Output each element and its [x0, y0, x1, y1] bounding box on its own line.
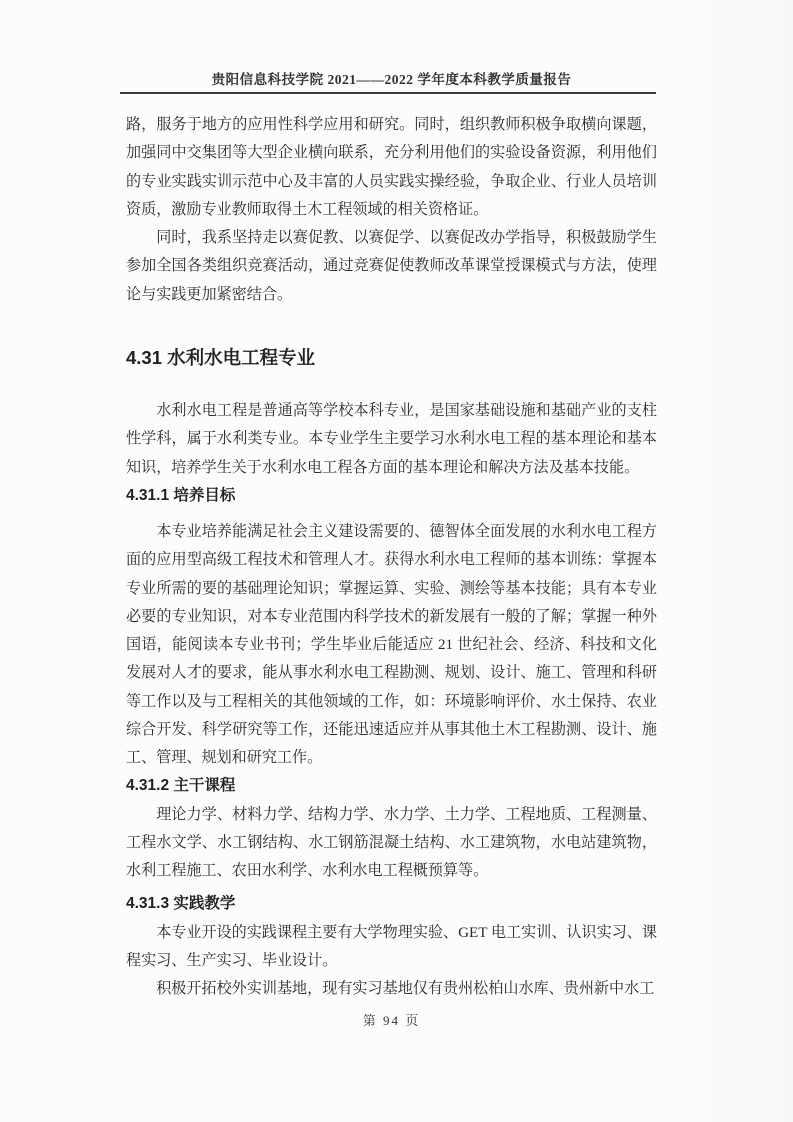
page-content: [126, 0, 657, 1003]
header-title: 贵阳信息科技学院 2021——2022 学年度本科教学质量报告: [211, 72, 572, 87]
section-intro-paragraph: 水利水电工程是普通高等学校本科专业，是国家基础设施和基础产业的支柱性学科，属于水利类专业。本专业学生主要学习水利水电工程的基本理论和基本知识，培养学生关于水利水电工程各方面的基本理论和解决方法及基本技能。: [126, 403, 657, 476]
main-courses-paragraph: 理论力学、材料力学、结构力学、水力学、土力学、工程地质、工程测量、工程水文学、水工钢结构、水工钢筋混凝土结构、水工建筑物，水电站建筑物，水利工程施工、农田水利学、水利水电工程概预算等。: [126, 806, 657, 880]
section-heading: 4.31 水利水电工程专业: [126, 347, 316, 369]
practical-teaching-paragraph-1: 本专业开设的实践课程主要有大学物理实验、GET 电工实训、认识实习、课程实习、生产实习、毕业设计。: [126, 924, 657, 969]
paragraph-continuation: 路，服务于地方的应用性科学应用和研究。同时，组织教师积极争取横向课题，加强同中交集团等大型企业横向联系，充分利用他们的实验设备资源，利用他们的专业实践实训示范中心及丰富的人员实践实操经验，争取企业、行业人员培训资质，激励专业教师取得土木工程领域的相关资格证。: [126, 117, 657, 218]
subsection-heading-training-objectives: 4.31.1 培养目标: [126, 486, 236, 504]
paragraph-competition: 同时，我系坚持走以赛促教、以赛促学、以赛促改办学指导，积极鼓励学生参加全国各类组织竞赛活动，通过竞赛促使教师改革课堂授课模式与方法，使理论与实践更加紧密结合。: [126, 230, 657, 303]
page-number: 第 94 页: [362, 1013, 421, 1028]
header-rule: [120, 92, 656, 94]
training-objectives-paragraph: 本专业培养能满足社会主义建设需要的、德智体全面发展的水利水电工程方面的应用型高级工程技术和管理人才。获得水利水电工程师的基本训练：掌握本专业所需的要的基础理论知识；掌握运算、实验、测绘等基本技能；具有本专业必要的专业知识，对本专业范围内科学技术的新发展有一般的了解；掌握一种外国语，能阅读本专业书刊；学生毕业后能适应 21 世纪社会、经济、科技和文化发展对人才的要求，能从事水利水电工程勘测、规划、设计、施工、管理和科研等工作以及与工程相关的其他领域的工作，如：环境影响评价、水土保持、农业综合开发、科学研究等工作，还能迅速适应并从事其他土木工程勘测、设计、施工、管理、规划和研究工作。: [126, 523, 657, 767]
subsection-heading-main-courses: 4.31.2 主干课程: [126, 776, 236, 794]
subsection-heading-practical-teaching: 4.31.3 实践教学: [126, 894, 236, 912]
practical-teaching-paragraph-2: 积极开拓校外实训基地，现有实习基地仅有贵州松柏山水库、贵州新中水工: [156, 981, 655, 998]
